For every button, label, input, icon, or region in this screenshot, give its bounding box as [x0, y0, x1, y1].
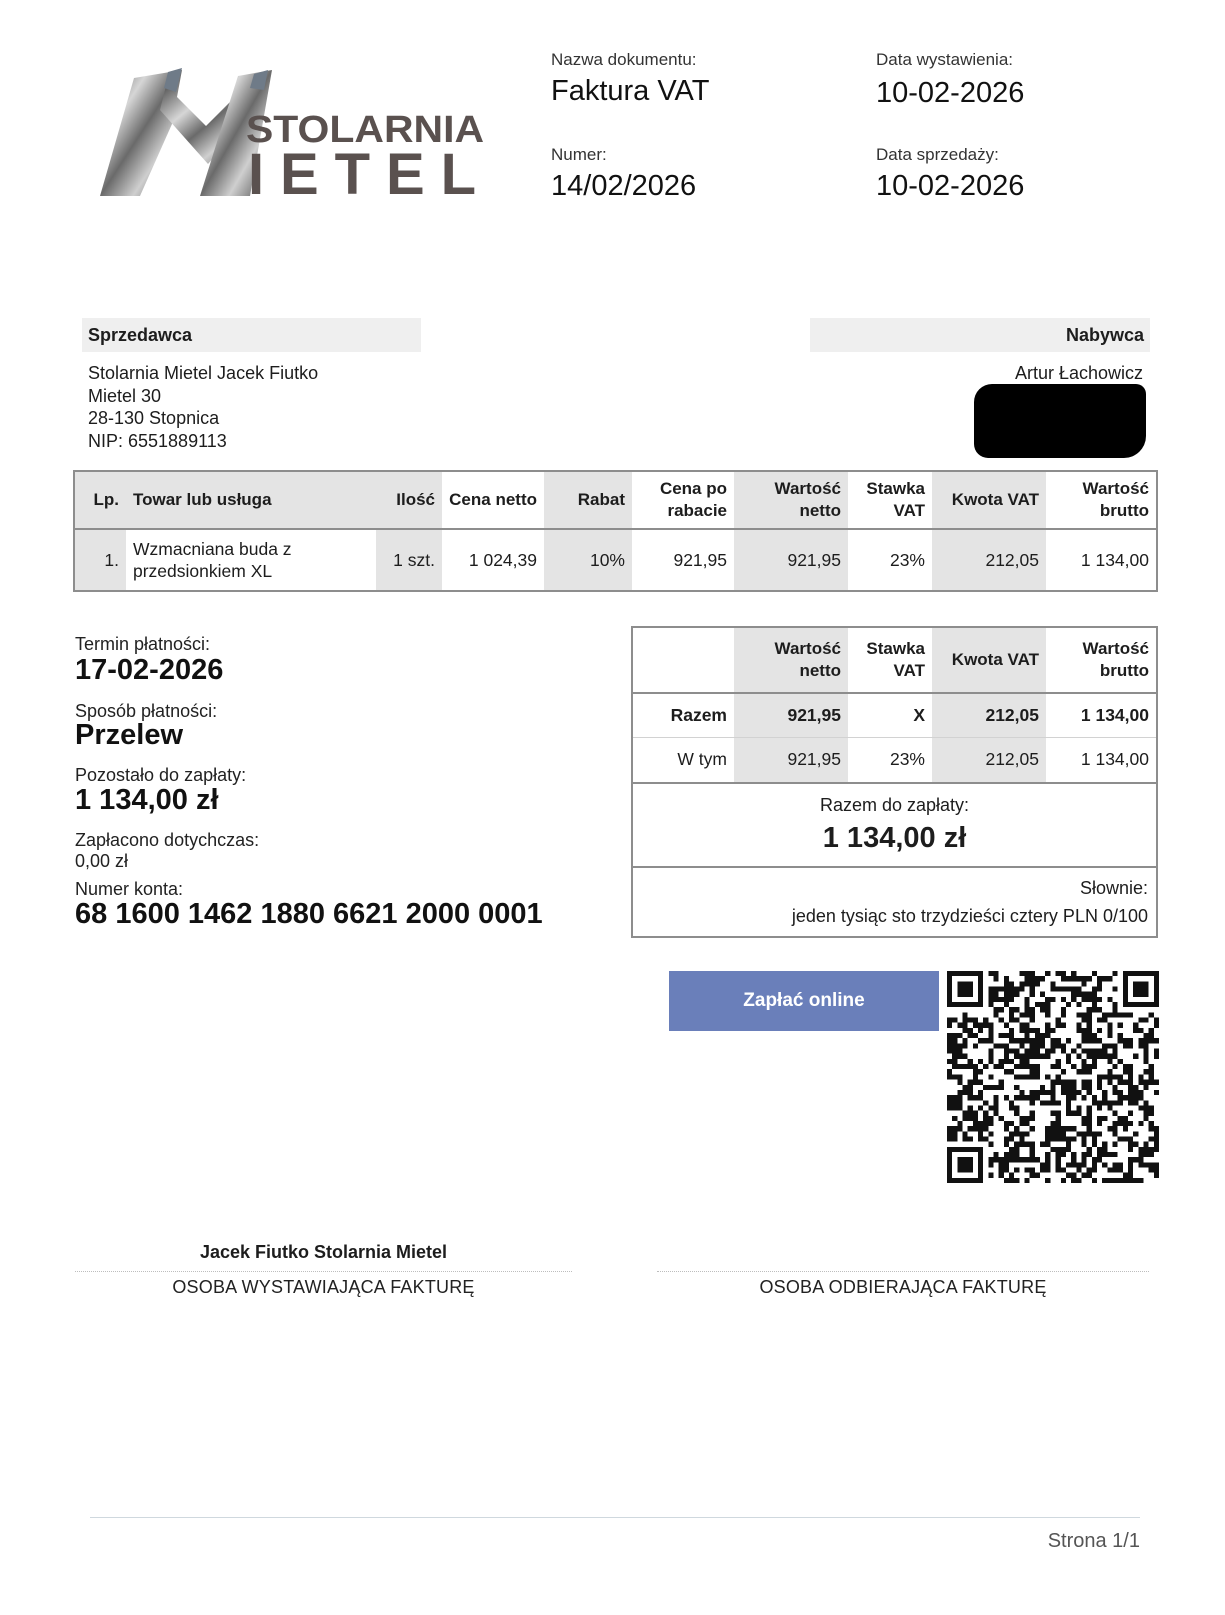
- col-lp: Lp.: [74, 471, 126, 529]
- qr-modules: [947, 971, 1159, 1183]
- summary-row-breakdown: [632, 737, 1157, 783]
- col-discounted-price: Cena po rabacie: [632, 471, 734, 529]
- doc-number: 14/02/2026: [551, 170, 697, 202]
- doc-name-label: Nazwa dokumentu:: [551, 50, 697, 69]
- words-cell: [632, 867, 1157, 937]
- to-pay-cell: [632, 783, 1157, 867]
- cell-net-value: 921,95: [734, 529, 848, 591]
- due-date-label: Termin płatności:: [75, 634, 211, 654]
- logo-line2: IETEL: [248, 142, 476, 204]
- cell-product: Wzmacniana buda z przedsionkiem XL: [133, 539, 292, 581]
- col-discount: Rabat: [544, 471, 632, 529]
- cell-qty: 1 szt.: [376, 529, 442, 591]
- summary-col-rate: Stawka VAT: [848, 627, 932, 693]
- seller-line: Stolarnia Mietel Jacek Fiutko: [88, 363, 319, 383]
- cell-net-price: 1 024,39: [468, 550, 537, 570]
- payment-method: Przelew: [75, 719, 183, 751]
- summary-wtym-rate: 23%: [848, 737, 932, 783]
- summary-razem-gross: 1 134,00: [1046, 693, 1157, 737]
- issue-date: 10-02-2026: [876, 77, 1025, 109]
- paid-amount: 0,00 zł: [75, 851, 129, 871]
- cell-discount: 10%: [544, 529, 632, 591]
- payment-method-label: Sposób płatności:: [75, 701, 218, 721]
- words-text: jeden tysiąc sto trzydzieści cztery PLN 0/100: [791, 906, 1148, 926]
- seller-line: NIP: 6551889113: [88, 430, 227, 451]
- summary-col-gross: Wartość brutto: [1046, 627, 1157, 693]
- logo-line1: STOLARNIA: [246, 109, 484, 151]
- receiver-signature-line: [657, 1271, 1149, 1272]
- summary-row-to-pay: [632, 783, 1157, 867]
- summary-row-total: [632, 693, 1157, 737]
- col-vat-amount: Kwota VAT: [932, 471, 1046, 529]
- remaining-label: Pozostało do zapłaty:: [75, 765, 247, 785]
- cell-gross-value: 1 134,00: [1080, 550, 1149, 570]
- table-row: [74, 529, 1157, 591]
- col-net-price: Cena netto: [442, 471, 544, 529]
- cell-vat-amount: 212,05: [932, 529, 1046, 591]
- due-date: 17-02-2026: [75, 654, 224, 686]
- to-pay-amount: 1 134,00 zł: [822, 822, 967, 854]
- words-label: Słownie:: [1079, 878, 1148, 898]
- summary-header-row: [632, 627, 1157, 693]
- issuer-role: OSOBA WYSTAWIAJĄCA FAKTURĘ: [172, 1277, 475, 1297]
- summary-wtym-gross: 1 134,00: [1046, 737, 1157, 783]
- items-header-row: [74, 471, 1157, 529]
- to-pay-label: Razem do zapłaty:: [819, 795, 970, 815]
- col-product: Towar lub usługa: [126, 471, 376, 529]
- col-gross-value: Wartość brutto: [1046, 471, 1157, 529]
- summary-razem-vat: 212,05: [932, 693, 1046, 737]
- remaining-amount: 1 134,00 zł: [75, 784, 219, 816]
- summary-razem-label: Razem: [632, 693, 734, 737]
- summary-row-words: [632, 867, 1157, 937]
- summary-razem-net: 921,95: [734, 693, 848, 737]
- seller-line: Mietel 30: [88, 385, 162, 406]
- account-number: 68 1600 1462 1880 6621 2000 0001: [75, 898, 543, 930]
- footer-divider: [90, 1517, 1140, 1518]
- col-qty: Ilość: [376, 471, 442, 529]
- items-table: [73, 470, 1158, 592]
- summary-col-vat: Kwota VAT: [932, 627, 1046, 693]
- seller-details: [88, 362, 318, 452]
- receiver-role: OSOBA ODBIERAJĄCA FAKTURĘ: [759, 1277, 1047, 1297]
- buyer-name: Artur Łachowicz: [1014, 363, 1143, 383]
- qr-code-icon[interactable]: [946, 971, 1160, 1183]
- issuer-name: Jacek Fiutko Stolarnia Mietel: [199, 1242, 448, 1262]
- paid-label: Zapłacono dotychczas:: [75, 830, 260, 850]
- summary-wtym-label: W tym: [632, 737, 734, 783]
- seller-header: Sprzedawca: [82, 318, 421, 352]
- summary-table: [631, 626, 1158, 938]
- summary-wtym-vat: 212,05: [932, 737, 1046, 783]
- cell-discounted-price: 921,95: [673, 550, 727, 570]
- doc-number-label: Numer:: [551, 145, 607, 164]
- pay-online-button[interactable]: Zapłać online: [669, 971, 939, 1031]
- summary-razem-rate: X: [848, 693, 932, 737]
- cell-vat-rate: 23%: [889, 550, 925, 570]
- summary-col-label: [632, 627, 734, 693]
- buyer-header: Nabywca: [810, 318, 1150, 352]
- issuer-signature-line: [75, 1271, 572, 1272]
- sale-date-label: Data sprzedaży:: [876, 145, 999, 164]
- buyer-details: [1015, 362, 1143, 385]
- doc-name: Faktura VAT: [551, 75, 710, 107]
- issue-date-label: Data wystawienia:: [876, 50, 1014, 69]
- col-net-value: Wartość netto: [734, 471, 848, 529]
- seller-line: 28-130 Stopnica: [88, 408, 220, 428]
- col-vat-rate: Stawka VAT: [848, 471, 932, 529]
- cell-lp: 1.: [74, 529, 126, 591]
- redacted-buyer-address: [974, 384, 1146, 458]
- summary-wtym-net: 921,95: [734, 737, 848, 783]
- sale-date: 10-02-2026: [876, 170, 1025, 202]
- company-logo: [96, 66, 496, 204]
- summary-col-net: Wartość netto: [734, 627, 848, 693]
- page-number: Strona 1/1: [1047, 1530, 1140, 1552]
- account-label: Numer konta:: [75, 879, 184, 899]
